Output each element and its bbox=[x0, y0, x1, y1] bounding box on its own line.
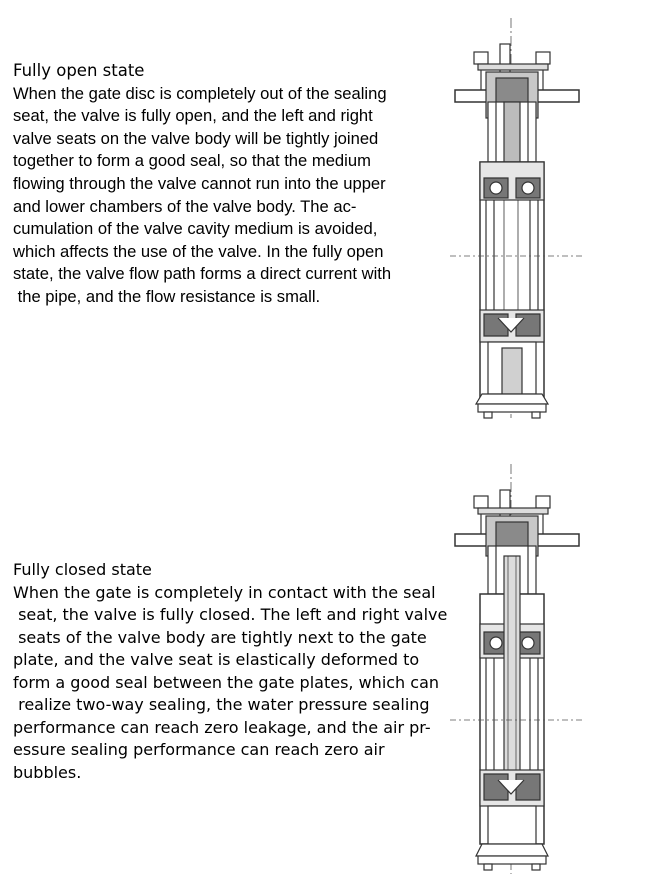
closed-state-line: performance can reach zero leakage, and the air pr- bbox=[13, 717, 431, 737]
open-state-line: together to form a good seal, so that the medium bbox=[13, 151, 371, 171]
open-state-heading: Fully open state bbox=[13, 61, 145, 80]
open-state-line: cumulation of the valve cavity medium is avoided, bbox=[13, 219, 378, 239]
valve-closed-diagram bbox=[450, 464, 585, 876]
closed-state-line: bubbles. bbox=[13, 762, 82, 782]
closed-state-text bbox=[13, 559, 463, 784]
open-state-line: flowing through the valve cannot run into the upper bbox=[13, 173, 386, 193]
open-state-line: and lower chambers of the valve body. The ac- bbox=[13, 196, 357, 216]
closed-state-line: essure sealing performance can reach zero air bbox=[13, 740, 385, 759]
closed-state-line: When the gate is completely in contact with the seal bbox=[13, 582, 436, 602]
open-state-line: When the gate disc is completely out of the sealing bbox=[13, 83, 387, 103]
closed-state-heading: Fully closed state bbox=[13, 560, 152, 579]
closed-state-line: plate, and the valve seat is elastically deformed to bbox=[13, 650, 420, 669]
closed-state-line: form a good seal between the gate plates, which can bbox=[13, 672, 440, 692]
open-state-line: valve seats on the valve body will be tightly joined bbox=[13, 128, 379, 148]
open-state-line: which affects the use of the valve. In the fully open bbox=[13, 241, 384, 261]
open-state-line: the pipe, and the flow resistance is small. bbox=[13, 286, 321, 306]
closed-state-line: seats of the valve body are tightly next to the gate bbox=[13, 627, 427, 647]
open-state-line: seat, the valve is fully open, and the left and right bbox=[13, 106, 373, 126]
valve-open-diagram bbox=[450, 18, 585, 423]
open-state-line: state, the valve flow path forms a direct current with bbox=[13, 264, 392, 284]
open-state-text bbox=[13, 60, 445, 309]
closed-state-line: seat, the valve is fully closed. The left and right valve bbox=[13, 605, 448, 624]
closed-state-section bbox=[0, 440, 650, 878]
closed-state-line: realize two-way sealing, the water pressure sealing bbox=[13, 695, 430, 714]
